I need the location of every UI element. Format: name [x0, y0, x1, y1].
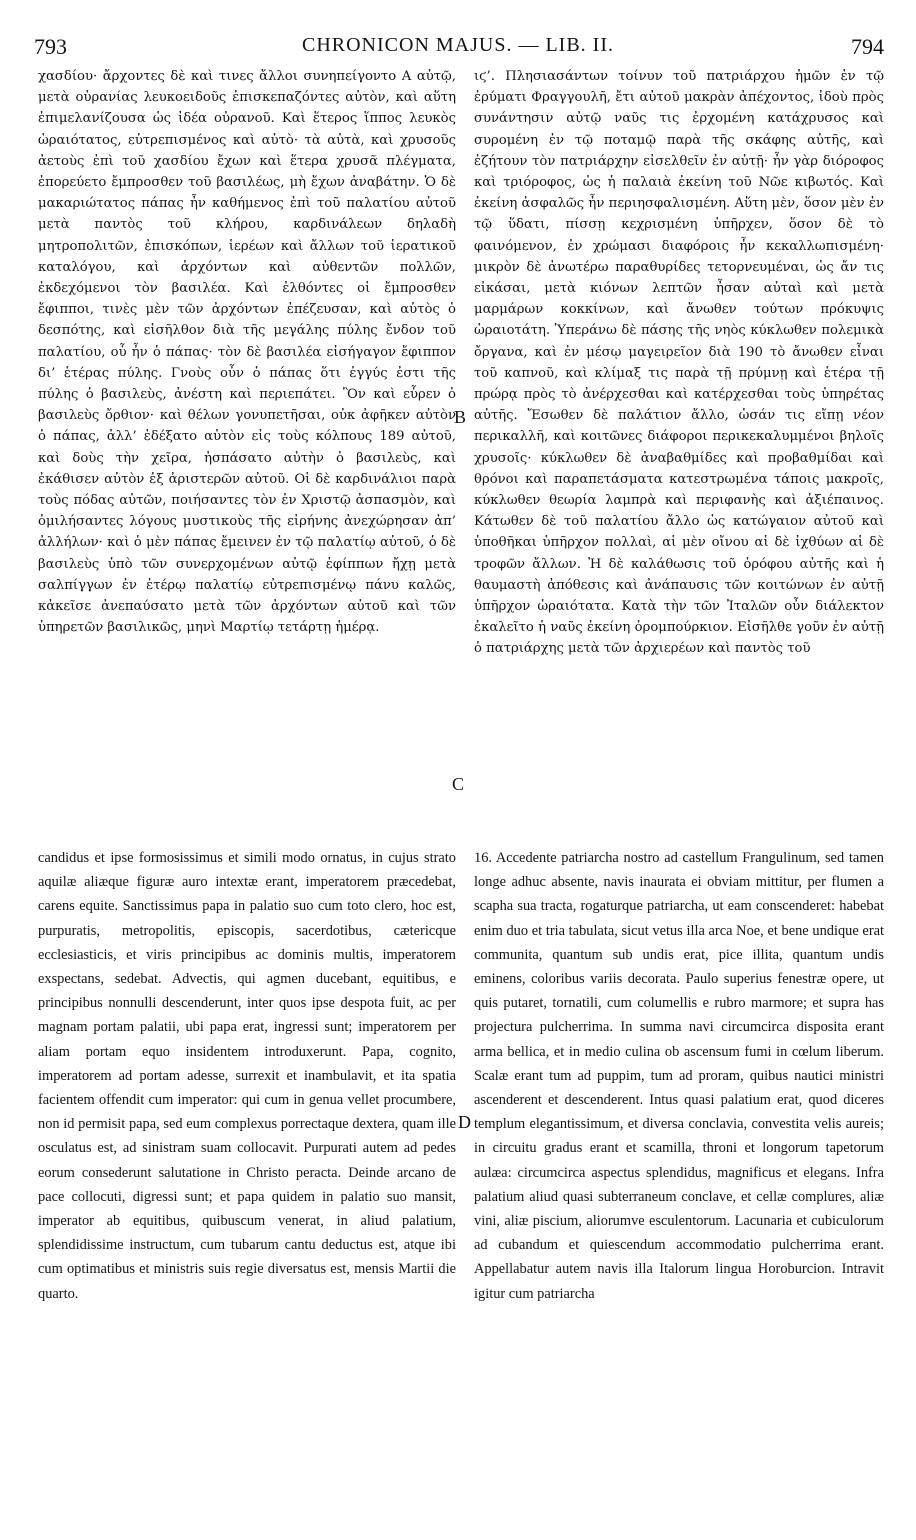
- page-header: [28, 34, 888, 62]
- greek-text-left-column: χασδίου· ἄρχοντες δὲ καὶ τινες ἄλλοι συνηπείγοντο Α αὐτῷ, μετὰ οὐρανίας λευκοειδοῦς ἐπισκεπαζόντες αὐτὸν, καὶ αὕτη ἐπιμελανίζουσα ὡς ἰδέα οὐρανοῦ. Καὶ ἕτερος ἵππος λευκὸς ὡραιότατος, εὐτρεπισμένος καὶ αὐτὸ· τὰ αὐτὰ, καὶ χρυσοῦς ἀετοὺς ἐπὶ τοῦ χασδίου ἔχων καὶ ἕτερα χρυσᾶ πλέγματα, ἐπορεύετο ἔμπροσθεν τοῦ βασιλέως, μὴ ἔχων ἀναβάτην. Ὁ δὲ μακαριώτατος πάπας ἦν καθήμενος ἐπὶ τοῦ παλατίου αὐτοῦ μετὰ παντὸς τοῦ κλήρου, καρδινάλεων δηλαδὴ μητροπολιτῶν, ἐπισκόπων, ἱερέων καὶ ἄλλων τοῦ ἱερατικοῦ καταλόγου, καὶ ἀρχόντων καὶ αὐθεντῶν πολλῶν, ἐκδεχόμενοι τὸν βασιλέα. Καὶ ἐλθόντες οἱ ἔμπροσθεν ἔφιπποι, τινὲς μὲν τῶν ἀρχόντων ἐπέζευσαν, καὶ αὐτὸς ὁ δεσπότης, καὶ εἰσῆλθον διὰ τῆς μεγάλης πύλης ἔνδον τοῦ παλατίου, οὗ ἦν ὁ πάπας· τὸν δὲ βασιλέα εἰσήγαγον ἔφιππον δι’ ἑτέρας πύλης. Γνοὺς οὖν ὁ πάπας ὅτι ἐγγύς ἐστι τῆς πύλης ὁ βασιλεὺς, ἀνέστη καὶ περιεπάτει. Ὃν καὶ εὗρεν ὁ βασιλεὺς ὄρθιον· καὶ θέλων γονυπετῆσαι, οὐκ ἀφῆκεν αὐτὸν ὁ πάπας, ἀλλ’ ἐδέξατο αὐτὸν εἰς τοὺς κόλπους 189 αὐτοῦ, καὶ δοὺς τὴν χεῖρα, ἠσπάσατο αὐτὴν ὁ βασιλεὺς, καὶ ἐκάθισεν αὐτὸν ἐξ ἀριστερῶν αὐτοῦ. Οἱ δὲ καρδινάλιοι παρὰ τοὺς πόδας αὐτῶν, ποιήσαντες τὸν ἐν Χριστῷ ἀσπασμὸν, καὶ ὁμιλήσαντες λόγους μυστικοὺς τῆς εἰρήνης ἀνεχώρησαν ἀπ’ ἀλλήλων· καὶ ὁ μὲν πάπας ἔμεινεν ἐν τῷ παλατίῳ αὐτοῦ, ὁ δὲ βασιλεὺς ὑπὸ τῶν συνερχομένων αὐτῷ ἐφίππων ἤχῃ μετὰ σαλπίγγων ἐν ἑτέρῳ παλατίῳ εὐτρεπισμένῳ πάνυ καλῶς, κἀκεῖσε ἀνεπαύσατο μετὰ τῶν ἀρχόντων αὐτοῦ καὶ τῶν ὑπηρετῶν βασιλικῶς, μηνὶ Μαρτίῳ τετάρτῃ ἡμέρᾳ.: [38, 69, 456, 636]
- running-title: CHRONICON MAJUS. — LIB. II.: [301, 34, 614, 56]
- margin-marker-b: B: [454, 407, 467, 427]
- greek-text-right-column: ιϛ’. Πλησιασάντων τοίνυν τοῦ πατριάρχου ἡμῶν ἐν τῷ ἐρύματι Φραγγουλῆ, ἔτι αὐτοῦ μακρὰν ἀπέχοντος, ἰδοὺ πρὸς συνάντησιν αὐτῷ ναῦς τις ἐρχομένη κατάχρυσος καὶ συρομένη ἐν τῷ ποταμῷ παρὰ τῆς σκάφης αὐτῆς, καὶ ἐζήτουν τὸν πατριάρχην εἰσελθεῖν ἐν αὐτῇ· ἦν γὰρ διόροφος καὶ τριόροφος, ὡς ἡ παλαιὰ ἐκείνη τοῦ Νῶε κιβωτός. Καὶ ἐκείνη ἀσφαλῶς ἦν περιησφαλισμένη. Αὕτη μὲν, ὅσον μὲν ἐν τῷ ὕδατι, πίσσῃ κεχρισμένη ὑπῆρχεν, ὅσον δὲ τὸ φαινόμενον, ἐν χρώμασι διαφόροις ἦν κεκαλλωπισμένη· μικρὸν δὲ ἀνωτέρω παραθυρίδες τετορνευμέναι, ὡς ἄν τις εἰκάσαι, μετὰ κιόνων λεπτῶν ἦσαν αὐταὶ καὶ μετὰ μαρμάρων κοκκίνων, καὶ ἄνωθεν τούτων πρόκυψις ὡραιοτάτη. Ὑπεράνω δὲ πάσης τῆς νηὸς κύκλωθεν πολεμικὰ ὄργανα, καὶ ἐν μέσῳ μαγειρεῖον διὰ 190 τὸ ἄνωθεν εἶναι τοῦ καπνοῦ, καὶ κλίμαξ τις παρὰ τῇ πρύμνῃ καὶ ἑτέρα τῇ πρώρᾳ πρὸς τὸ ἀνέρχεσθαι καὶ κατέρχεσθαι τοὺς ὑπηρέτας αὐτῆς. Ἔσωθεν δὲ παλάτιον ἄλλο, ὡσάν τις εἴπῃ νέον περικαλλῆ, καὶ κοιτῶνες διάφοροι περικεκαλυμμένοι βηλοῖς χρυσοῖς· κύκλωθεν δὲ ἀναβαθμίδες καὶ προβαθμίδαι καὶ θρόνοι καὶ παραπετάσματα κατεστρωμένα τάποις μακροῖς, κύκλωθεν θεωρία λαμπρὰ καὶ περιφανὴς καὶ ἀξιέπαινος. Κάτωθεν δὲ τοῦ παλατίου ἄλλο ὡς κατώγαιον αὐτοῦ καὶ ὑποθῆκαι ὑπῆρχον πολλαὶ, αἱ μὲν οἴνου αἱ δὲ ἰχθύων αἱ δὲ τροφῶν ἄλλων. Ἡ δὲ καλάθωσις τοῦ ὀρόφου αὐτῆς καὶ ἡ θαυμαστὴ ἀπόθεσις καὶ ἀνάπαυσις τῶν κοιτώνων ἐν αὐτῇ ὑπῆρχον ὡραιότατα. Κατὰ τὴν τῶν Ἰταλῶν οὖν διάλεκτον ἐκαλεῖτο ἡ ναῦς ἐκείνη ὀρομπούρκιον. Εἰσῆλθε γοῦν ἐν αὐτῇ ὁ πατριάρχης μετὰ τῶν ἀρχιερέων καὶ παντὸς τοῦ: [474, 69, 884, 657]
- latin-text-left-column: candidus et ipse formosissimus et simili modo ornatus, in cujus strato aquilæ aliæque figuræ auro intextæ erant, imperatorem præcedebat, carens equite. Sanctissimus papa in palatio suo cum toto clero, hoc est, purpuratis, metropolitis, episcopis, sacerdotibus, cætericque ecclesiasticis, et viris principibus ac dominis multis, imperatorem exspectans, sedebat. Advectis, qui agmen ducebant, equitibus, e principibus nonnulli descenderunt, inter quos ipse despota fuit, ac per magnam portam palatii, ubi papa erat, ingressi sunt; imperatorem per aliam portam equo insidentem introduxerunt. Papa, cognito, imperatorem ad portam adesse, surrexit et inambulavit, et ita spatia facientem offendit cum imperator: qui cum in genua vellet procumbere, non id permisit papa, sed eum complexus porrectaque dextera, quam ille osculatus est, ad sinistram suam collocavit. Purpurati autem ad pedes eorum consederunt salutatione in Christo peracta. Deinde arcano de pace collocuti, digressi sunt; et papa quidem in palatio suo mansit, imperator ab equitibus, quibuscum venerat, in aliud palatium, splendidissime instructum, cum tubarum cantu deductus est, atque ibi cum optimatibus et ministris suis regie diversatus est, mensis Martii die quarto.: [38, 850, 456, 1302]
- margin-marker-d: D: [458, 1112, 471, 1132]
- margin-marker-c: C: [452, 774, 465, 794]
- page-number-left: 793: [34, 34, 67, 59]
- latin-text-right-column: 16. Accedente patriarcha nostro ad castellum Frangulinum, sed tamen longe adhuc absente, navis inaurata ei obviam mittitur, per flumen a scapha sua tracta, rogaturque patriarcha, ut eam conscenderet: habebat enim duo et tria tabulata, sicut vetus illa arca Noe, et bene undique erat communita, quantum sub undis erat, pice illita, quantum undis eminens, coloribus variis decorata. Paulo superius fenestræ opere, ut quis putaret, tornatili, cum columellis e rubro marmore; et supra has projectura pulcherrima. In summa navi circumcirca disposita erant arma bellica, et in medio culina ob ascensum fumi in cœlum liberum. Scalæ erant tum ad puppim, tum ad proram, quibus nautici ministri ascenderent et descenderent. Intus quasi palatium erat, quod diceres templum elegantissimum, et diversa conclavia, convestita velis aureis; in circuitu gradus erant et scamilla, throni et longorum tapetorum aulæa: circumcirca aspectus splendidus, magnificus et elegans. Infra palatium aliud quasi subterraneum conclave, et cellæ complures, aliæ vini, aliæ piscium, aliorumve esculentorum. Lacunaria et cubiculorum ad cubandum et quiescendum accommodatio pulcherrima erant. Appellabatur autem navis illa Italorum lingua Horoburcion. Intravit igitur cum patriarcha: [474, 850, 884, 1302]
- page-number-right: 794: [851, 34, 884, 59]
